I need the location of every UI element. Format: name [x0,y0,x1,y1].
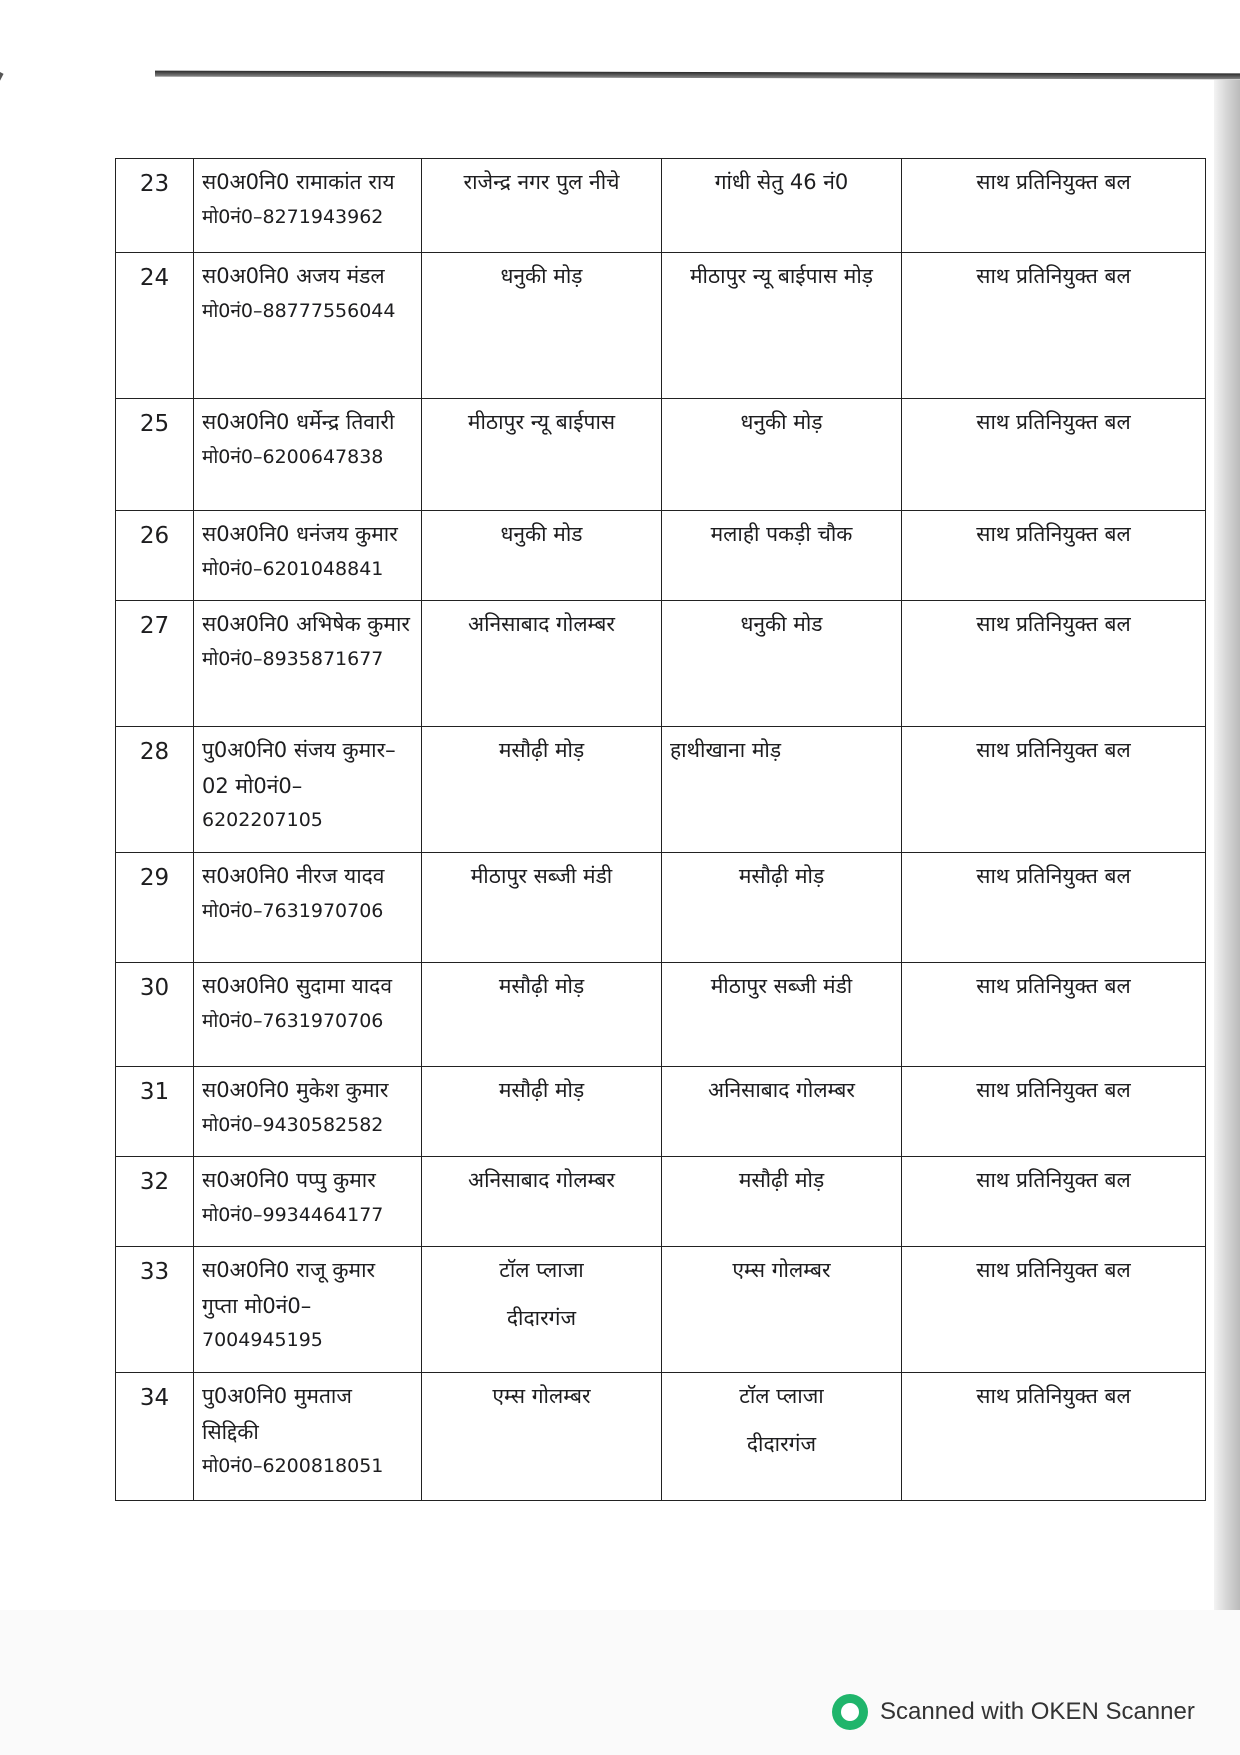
officer-name: स0अ0नि0 नीरज यादव [202,864,385,888]
officer-cell [194,727,422,853]
to-location: टॉल प्लाजा [739,1384,824,1408]
serial-number: 27 [116,601,194,727]
from-location: अनिसाबाद गोलम्बर [422,1157,662,1247]
officer-name: पु0अ0नि0 संजय कुमार–02 मो0नं0– [202,738,396,798]
scan-top-edge [155,71,1240,80]
from-location: मीठापुर सब्जी मंडी [422,853,662,963]
officer-cell [194,159,422,253]
officer-phone: मो0नं0–7631970706 [202,1009,384,1032]
officer-name: स0अ0नि0 अभिषेक कुमार [202,612,410,636]
officer-cell [194,853,422,963]
officer-name: स0अ0नि0 सुदामा यादव [202,974,392,998]
officer-cell [194,963,422,1067]
officer-phone: 6202207105 [202,809,323,832]
table-row [116,1373,1206,1501]
from-location: मीठापुर न्यू बाईपास [422,399,662,511]
force-note: साथ प्रतिनियुक्त बल [902,727,1206,853]
officer-phone: मो0नं0–9430582582 [202,1113,384,1136]
table-row [116,159,1206,253]
watermark-text: Scanned with OKEN Scanner [880,1698,1195,1725]
table-row [116,511,1206,601]
serial-number: 23 [116,159,194,253]
scanner-watermark [832,1694,1195,1730]
from-location: धनुकी मोड [422,511,662,601]
oken-scanner-logo-icon [832,1694,868,1730]
officer-phone: मो0नं0–8271943962 [202,205,384,228]
serial-number: 32 [116,1157,194,1247]
officer-phone: मो0नं0–8935871677 [202,647,384,670]
to-location-cell [662,1373,902,1501]
from-location: एम्स गोलम्बर [422,1373,662,1501]
officer-phone: मो0नं0–9934464177 [202,1203,384,1226]
officer-name: स0अ0नि0 रामाकांत राय [202,170,395,194]
officer-phone: मो0नं0–6200818051 [202,1455,384,1478]
force-note: साथ प्रतिनियुक्त बल [902,1247,1206,1373]
table-row [116,963,1206,1067]
table-row [116,399,1206,511]
serial-number: 25 [116,399,194,511]
serial-number: 26 [116,511,194,601]
to-location: मीठापुर न्यू बाईपास मोड़ [662,253,902,399]
to-location: मीठापुर सब्जी मंडी [662,963,902,1067]
officer-cell [194,601,422,727]
force-note: साथ प्रतिनियुक्त बल [902,1373,1206,1501]
scan-right-shadow [1214,80,1240,1610]
to-location: मलाही पकड़ी चौक [662,511,902,601]
serial-number: 29 [116,853,194,963]
to-location: मसौढ़ी मोड़ [662,1157,902,1247]
officer-name: स0अ0नि0 धनंजय कुमार [202,522,398,546]
duty-roster-table [115,158,1206,1501]
to-location: गांधी सेतु 46 नं0 [662,159,902,253]
from-location: मसौढ़ी मोड़ [422,963,662,1067]
officer-cell [194,399,422,511]
officer-phone: मो0नं0–88777556044 [202,299,396,322]
from-location: मसौढ़ी मोड़ [422,1067,662,1157]
officer-name: स0अ0नि0 राजू कुमार गुप्ता मो0नं0– [202,1258,376,1318]
table-row [116,853,1206,963]
officer-phone: मो0नं0–6201048841 [202,557,384,580]
officer-name: स0अ0नि0 धर्मेन्द्र तिवारी [202,410,395,434]
force-note: साथ प्रतिनियुक्त बल [902,963,1206,1067]
serial-number: 31 [116,1067,194,1157]
officer-cell [194,253,422,399]
from-location-line2: दीदारगंज [506,1305,577,1330]
officer-name: स0अ0नि0 मुकेश कुमार [202,1078,389,1102]
to-location: अनिसाबाद गोलम्बर [662,1067,902,1157]
force-note: साथ प्रतिनियुक्त बल [902,399,1206,511]
officer-cell [194,1247,422,1373]
officer-cell [194,1067,422,1157]
to-location: एम्स गोलम्बर [662,1247,902,1373]
table-row [116,1247,1206,1373]
from-location: अनिसाबाद गोलम्बर [422,601,662,727]
officer-phone: 7004945195 [202,1329,323,1352]
officer-cell [194,511,422,601]
scan-fold-line [0,72,4,332]
officer-name: स0अ0नि0 पप्पु कुमार [202,1168,376,1192]
force-note: साथ प्रतिनियुक्त बल [902,1067,1206,1157]
from-location: धनुकी मोड़ [422,253,662,399]
officer-cell [194,1157,422,1247]
officer-phone: मो0नं0–7631970706 [202,899,384,922]
serial-number: 34 [116,1373,194,1501]
to-location: हाथीखाना मोड़ [662,727,902,853]
to-location: मसौढ़ी मोड़ [662,853,902,963]
serial-number: 30 [116,963,194,1067]
to-location: धनुकी मोड [662,601,902,727]
serial-number: 24 [116,253,194,399]
force-note: साथ प्रतिनियुक्त बल [902,159,1206,253]
table-row [116,727,1206,853]
from-location-cell [422,1247,662,1373]
table-row [116,1067,1206,1157]
force-note: साथ प्रतिनियुक्त बल [902,1157,1206,1247]
serial-number: 28 [116,727,194,853]
force-note: साथ प्रतिनियुक्त बल [902,511,1206,601]
from-location: मसौढ़ी मोड़ [422,727,662,853]
scan-bottom-area [0,1610,1240,1755]
table-row [116,1157,1206,1247]
serial-number: 33 [116,1247,194,1373]
from-location: राजेन्द्र नगर पुल नीचे [422,159,662,253]
from-location: टॉल प्लाजा [499,1258,584,1282]
to-location-line2: दीदारगंज [746,1431,817,1456]
force-note: साथ प्रतिनियुक्त बल [902,253,1206,399]
to-location: धनुकी मोड़ [662,399,902,511]
officer-name: स0अ0नि0 अजय मंडल [202,264,385,288]
table-row [116,253,1206,399]
officer-cell [194,1373,422,1501]
table-row [116,601,1206,727]
officer-phone: मो0नं0–6200647838 [202,445,384,468]
force-note: साथ प्रतिनियुक्त बल [902,601,1206,727]
force-note: साथ प्रतिनियुक्त बल [902,853,1206,963]
officer-name: पु0अ0नि0 मुमताज सिद्दिकी [202,1384,352,1444]
